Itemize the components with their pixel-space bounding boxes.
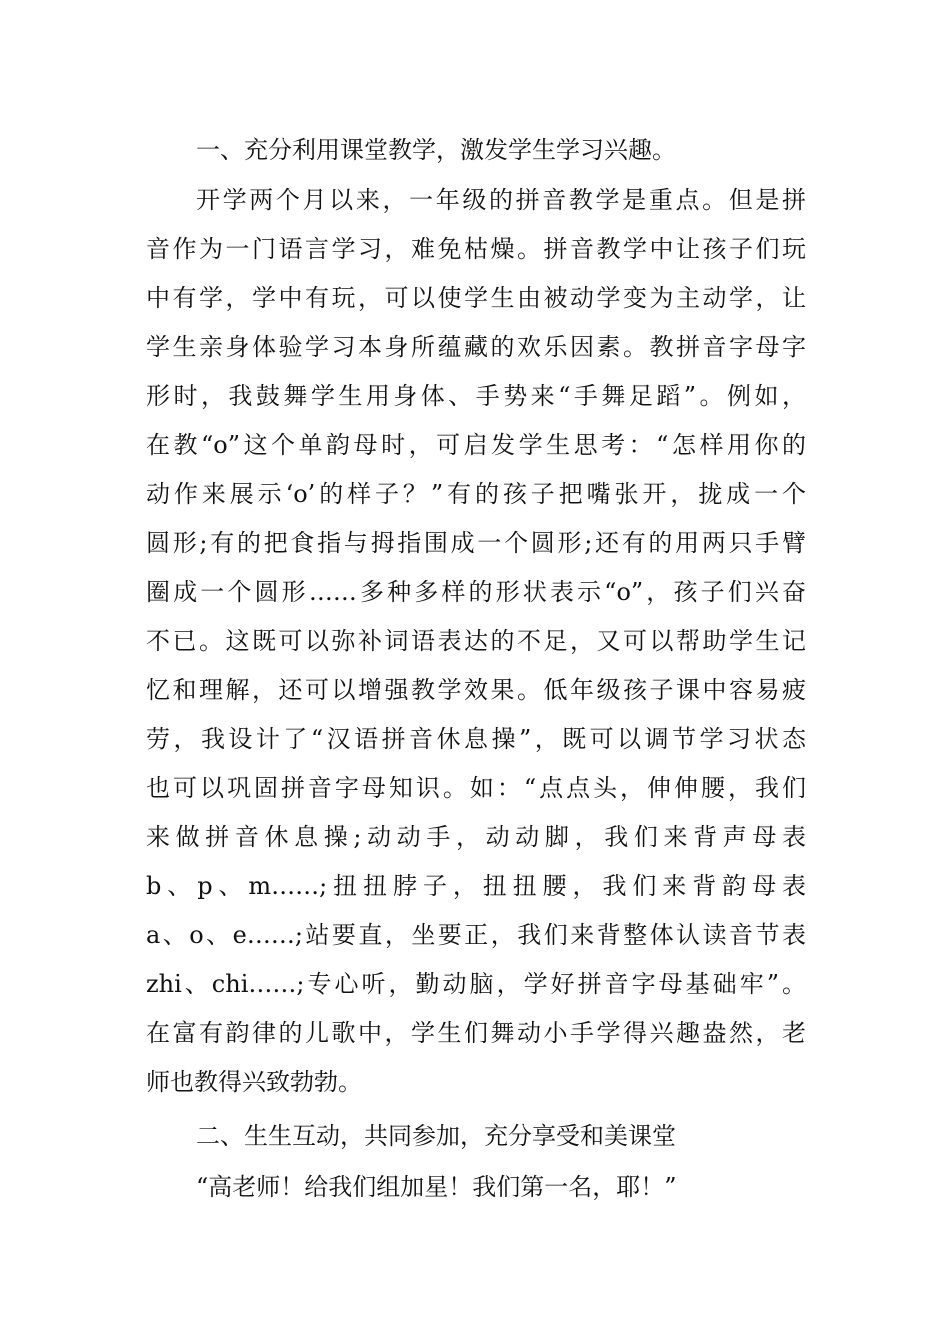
paragraph-line: 开学两个月以来，一年级的拼音教学是重点。但是拼 [196, 186, 806, 214]
paragraph-line: 师也教得兴致勃勃。 [146, 1068, 362, 1096]
heading-section-2: 二、生生互动，共同参加，充分享受和美课堂 [196, 1122, 676, 1150]
paragraph-line: b、p、m……;扭扭脖子，扭扭腰，我们来背韵母表 [146, 872, 806, 900]
paragraph-line: 圆形;有的把食指与拇指围成一个圆形;还有的用两只手臂 [146, 529, 806, 557]
quote-line: “高老师！给我们组加星！我们第一名，耶！” [196, 1173, 677, 1201]
paragraph-line: zhi、chi……;专心听，勤动脑，学好拼音字母基础牢”。 [146, 970, 806, 998]
heading-section-1: 一、充分利用课堂教学，激发学生学习兴趣。 [196, 136, 676, 164]
paragraph-line: 来做拼音休息操;动动手，动动脚，我们来背声母表 [146, 823, 806, 851]
paragraph-line: 形时，我鼓舞学生用身体、手势来“手舞足蹈”。例如， [146, 382, 806, 410]
paragraph-line: 中有学，学中有玩，可以使学生由被动学变为主动学，让 [146, 284, 806, 312]
paragraph-line: 学生亲身体验学习本身所蕴藏的欢乐因素。教拼音字母字 [146, 333, 806, 361]
paragraph-line: 劳，我设计了“汉语拼音休息操”，既可以调节学习状态 [146, 725, 806, 753]
paragraph-line: 动作来展示‘o’的样子？”有的孩子把嘴张开，拢成一个 [146, 480, 806, 508]
paragraph-line: 音作为一门语言学习，难免枯燥。拼音教学中让孩子们玩 [146, 235, 806, 263]
paragraph-line: a、o、e……;站要直，坐要正，我们来背整体认读音节表 [146, 921, 806, 949]
paragraph-line: 不已。这既可以弥补词语表达的不足，又可以帮助学生记 [146, 627, 806, 655]
paragraph-line: 也可以巩固拼音字母知识。如：“点点头，伸伸腰，我们 [146, 774, 806, 802]
paragraph-line: 在教“o”这个单韵母时，可启发学生思考：“怎样用你的 [146, 431, 806, 459]
paragraph-line: 圈成一个圆形……多种多样的形状表示“o”，孩子们兴奋 [146, 578, 806, 606]
paragraph-line: 在富有韵律的儿歌中，学生们舞动小手学得兴趣盎然，老 [146, 1019, 806, 1047]
paragraph-line: 忆和理解，还可以增强教学效果。低年级孩子课中容易疲 [146, 676, 806, 704]
